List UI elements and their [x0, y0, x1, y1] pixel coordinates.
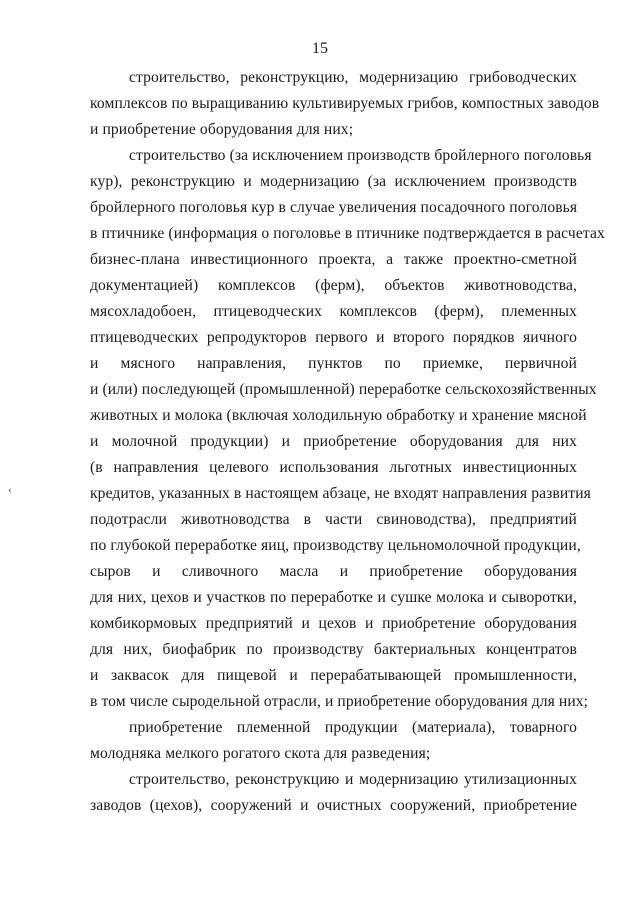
paragraph-2-line-12: и молочной продукции) и приобретение оборудования для них: [90, 433, 577, 450]
paragraph-1-line-1: строительство, реконструкцию, модернизацию грибоводческих: [129, 69, 577, 86]
paragraph-2-line-4: в птичнике (информация о поголовье в птичнике подтверждается в расчетах: [90, 225, 605, 242]
paragraph-1-line-3: и приобретение оборудования для них;: [90, 121, 354, 138]
paragraph-2-line-7: мясохладобоен, птицеводческих комплексов (ферм), племенных: [90, 303, 577, 320]
paragraph-1-line-2: комплексов по выращиванию культивируемых грибов, компостных заводов: [90, 95, 600, 112]
paragraph-2-line-20: для них, биофабрик по производству бактериальных концентратов: [90, 641, 577, 658]
paragraph-2-line-14: кредитов, указанных в настоящем абзаце, не входят направления развития: [90, 485, 591, 502]
paragraph-2-line-11: животных и молока (включая холодильную обработку и хранение мясной: [90, 407, 587, 424]
paragraph-2-line-6: документацией) комплексов (ферм), объектов животноводства,: [90, 277, 577, 294]
paragraph-2-line-8: птицеводческих репродукторов первого и второго порядков яичного: [90, 329, 577, 346]
paragraph-2-line-19: комбикормовых предприятий и цехов и приобретение оборудования: [90, 615, 577, 632]
paragraph-2-line-1: строительство (за исключением производств бройлерного поголовья: [129, 147, 592, 164]
margin-mark: ‹: [8, 484, 12, 496]
paragraph-2-line-2: кур), реконструкцию и модернизацию (за исключением производств: [90, 173, 577, 190]
paragraph-2-line-3: бройлерного поголовья кур в случае увеличения посадочного поголовья: [90, 199, 578, 216]
paragraph-2-line-21: и заквасок для пищевой и перерабатывающей промышленности,: [90, 667, 577, 684]
paragraph-2-line-13: (в направления целевого использования льготных инвестиционных: [90, 459, 577, 476]
page-number: 15: [312, 40, 328, 57]
paragraph-2-line-10: и (или) последующей (промышленной) переработке сельскохозяйственных: [90, 381, 597, 398]
paragraph-2-line-17: сыров и сливочного масла и приобретение оборудования: [90, 563, 577, 580]
paragraph-2-line-22: в том числе сыродельной отрасли, и приобретение оборудования для них;: [90, 693, 589, 710]
paragraph-4-line-2: заводов (цехов), сооружений и очистных сооружений, приобретение: [90, 797, 577, 814]
paragraph-2-line-15: подотрасли животноводства в части свиноводства), предприятий: [90, 511, 577, 528]
paragraph-2-line-16: по глубокой переработке яиц, производству цельномолочной продукции,: [90, 537, 581, 554]
paragraph-2-line-5: бизнес-плана инвестиционного проекта, а также проектно-сметной: [90, 251, 577, 268]
paragraph-3-line-1: приобретение племенной продукции (материала), товарного: [129, 719, 577, 736]
paragraph-2-line-18: для них, цехов и участков по переработке и сушке молока и сыворотки,: [90, 589, 577, 606]
paragraph-2-line-9: и мясного направления, пунктов по приемке, первичной: [90, 355, 577, 372]
paragraph-3-line-2: молодняка мелкого рогатого скота для разведения;: [90, 745, 431, 762]
paragraph-4-line-1: строительство, реконструкцию и модернизацию утилизационных: [129, 771, 577, 788]
